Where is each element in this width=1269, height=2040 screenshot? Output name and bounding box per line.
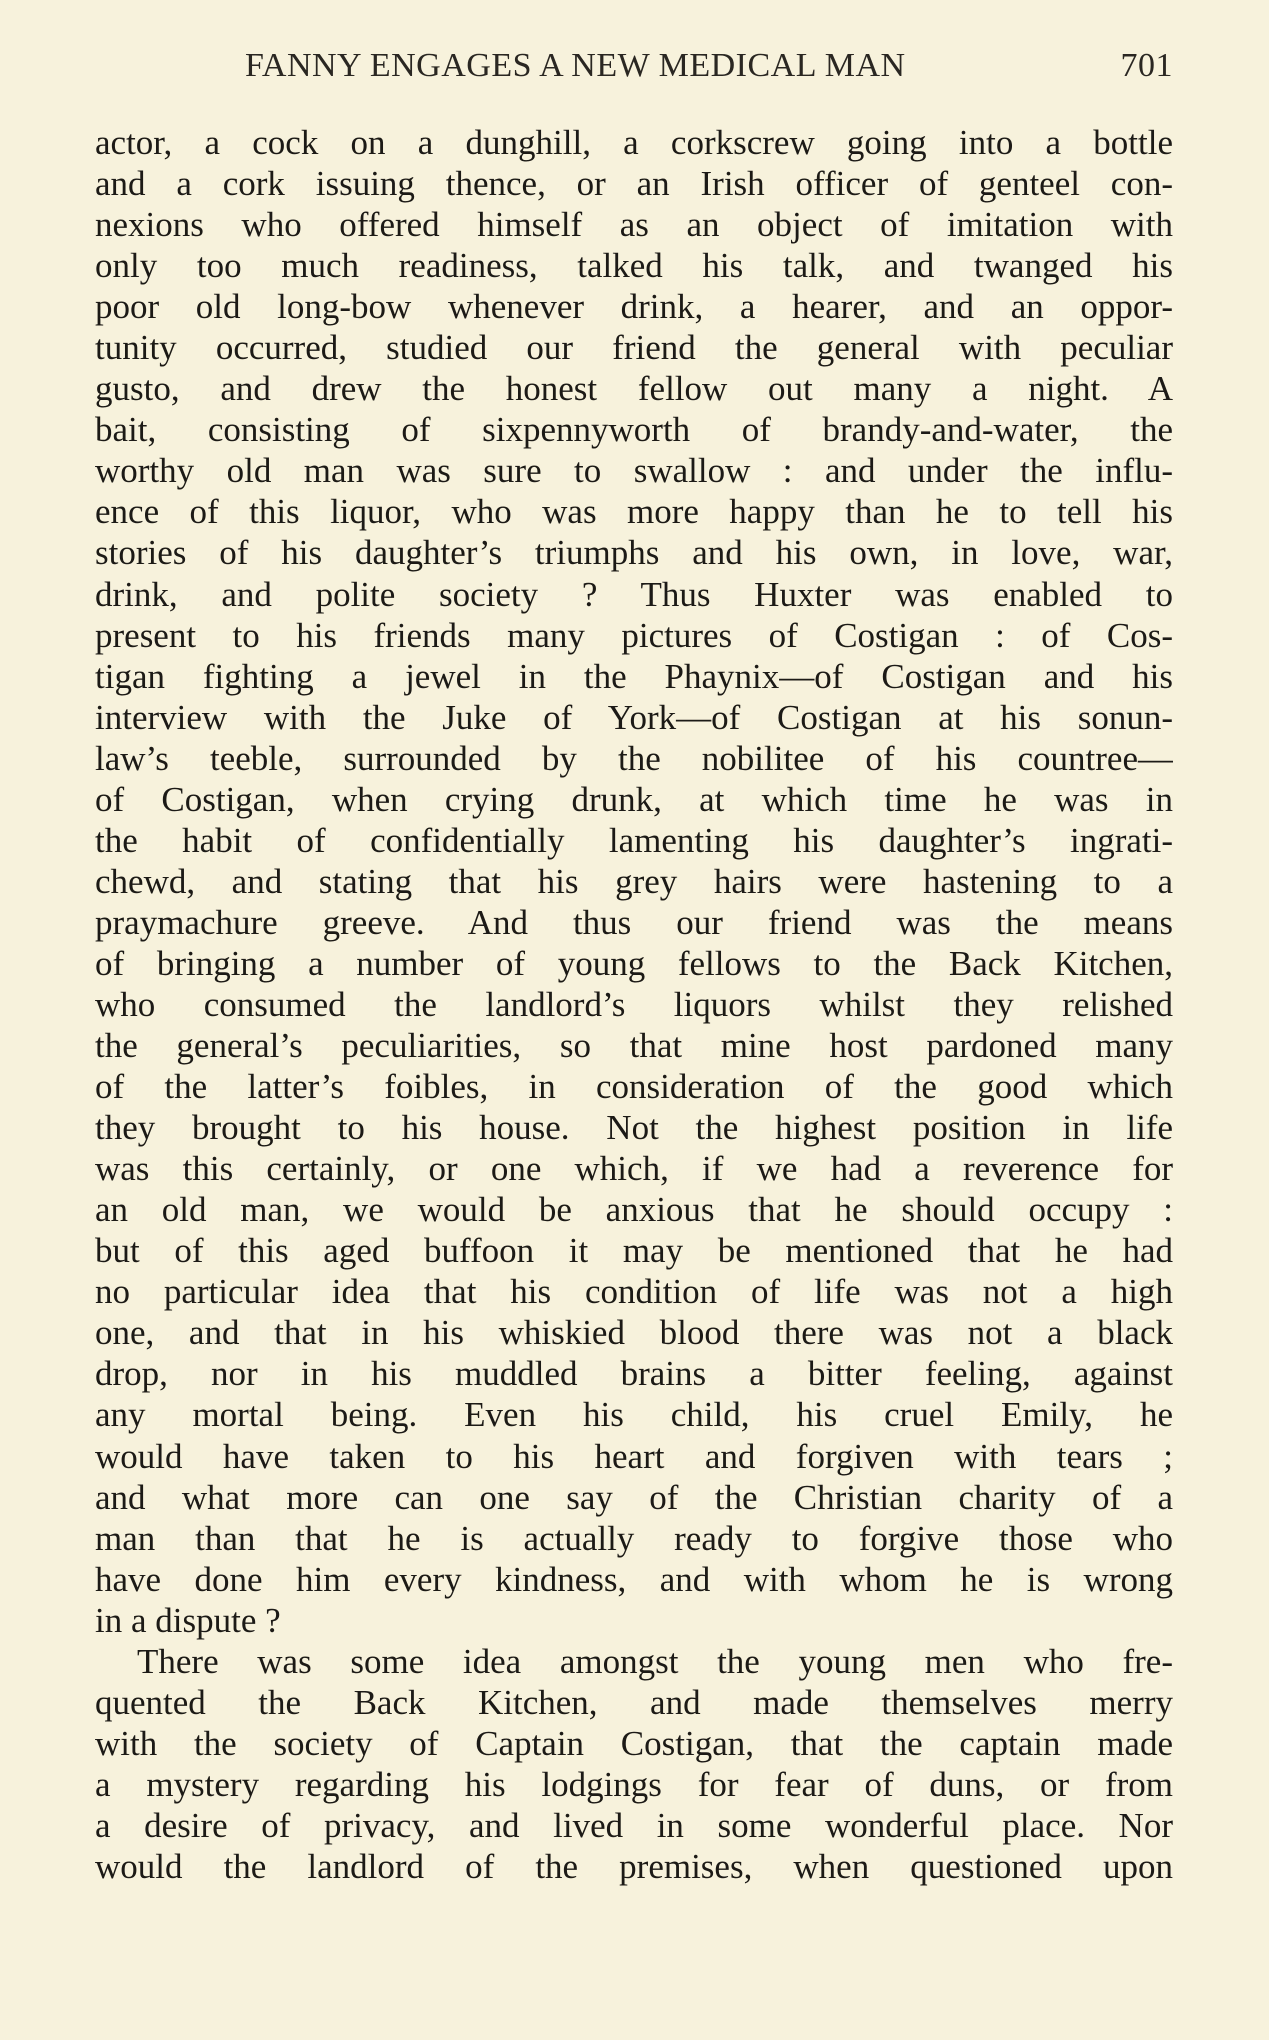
text-line: was this certainly, or one which, if we had a reverence for	[95, 1149, 1173, 1189]
text-line: ence of this liquor, who was more happy than he to tell his	[95, 492, 1173, 532]
text-line: would have taken to his heart and forgiven with tears ;	[95, 1436, 1173, 1476]
text-line: have done him every kindness, and with whom he is wrong	[95, 1559, 1173, 1599]
text-line: stories of his daughter’s triumphs and his own, in love, war,	[95, 533, 1173, 573]
text-line: actor, a cock on a dunghill, a corkscrew going into a bottle	[95, 123, 1173, 162]
text-line: the general’s peculiarities, so that mine host pardoned many	[95, 1026, 1173, 1066]
chapter-title: FANNY ENGAGES A NEW MEDICAL MAN	[245, 47, 906, 84]
text-line: law’s teeble, surrounded by the nobilitee of his countree—	[95, 738, 1173, 778]
text-line: and what more can one say of the Christian charity of a	[95, 1477, 1173, 1517]
text-line: and a cork issuing thence, or an Irish officer of genteel con-	[95, 164, 1173, 204]
text-line: only too much readiness, talked his talk, and twanged his	[95, 246, 1173, 286]
text-line: the habit of confidentially lamenting his daughter’s ingrati-	[95, 820, 1173, 860]
text-line: tigan fighting a jewel in the Phaynix—of Costigan and his	[95, 656, 1173, 696]
text-line: tunity occurred, studied our friend the general with peculiar	[95, 328, 1173, 368]
paragraph-start-line: There was some idea amongst the young men who fre-	[137, 1641, 1173, 1681]
text-line: of bringing a number of young fellows to the Back Kitchen,	[95, 943, 1173, 983]
paragraph-end-line: in a dispute ?	[95, 1600, 281, 1640]
text-line: with the society of Captain Costigan, that the captain made	[95, 1723, 1173, 1763]
body-text	[95, 122, 1173, 1887]
text-line: poor old long-bow whenever drink, a hearer, and an oppor-	[95, 287, 1173, 327]
page-number: 701	[1120, 47, 1173, 84]
text-line: but of this aged buffoon it may be mentioned that he had	[95, 1231, 1173, 1271]
text-line: quented the Back Kitchen, and made themselves merry	[95, 1682, 1173, 1722]
text-line: gusto, and drew the honest fellow out many a night. A	[95, 369, 1173, 409]
text-line: worthy old man was sure to swallow : and under the influ-	[95, 451, 1173, 491]
text-line: an old man, we would be anxious that he should occupy :	[95, 1190, 1173, 1230]
text-line: present to his friends many pictures of Costigan : of Cos-	[95, 615, 1173, 655]
text-line: of Costigan, when crying drunk, at which time he was in	[95, 779, 1173, 819]
text-line: no particular idea that his condition of life was not a high	[95, 1272, 1173, 1312]
text-line: a desire of privacy, and lived in some wonderful place. Nor	[95, 1805, 1173, 1845]
text-line: one, and that in his whiskied blood there was not a black	[95, 1313, 1173, 1353]
text-line: they brought to his house. Not the highest position in life	[95, 1108, 1173, 1148]
text-line: drop, nor in his muddled brains a bitter feeling, against	[95, 1354, 1173, 1394]
running-head	[95, 44, 1173, 88]
text-line: would the landlord of the premises, when questioned upon	[95, 1846, 1173, 1886]
text-line: nexions who offered himself as an object of imitation with	[95, 205, 1173, 245]
text-line: man than that he is actually ready to forgive those who	[95, 1518, 1173, 1558]
text-line: of the latter’s foibles, in consideration of the good which	[95, 1067, 1173, 1107]
text-line: a mystery regarding his lodgings for fear of duns, or from	[95, 1764, 1173, 1804]
text-line: any mortal being. Even his child, his cruel Emily, he	[95, 1395, 1173, 1435]
text-line: drink, and polite society ? Thus Huxter was enabled to	[95, 574, 1173, 614]
text-line: interview with the Juke of York—of Costigan at his sonun-	[95, 697, 1173, 737]
text-line: bait, consisting of sixpennyworth of brandy-and-water, the	[95, 410, 1173, 450]
text-line: who consumed the landlord’s liquors whilst they relished	[95, 984, 1173, 1024]
text-line: chewd, and stating that his grey hairs were hastening to a	[95, 861, 1173, 901]
text-line: praymachure greeve. And thus our friend was the means	[95, 902, 1173, 942]
